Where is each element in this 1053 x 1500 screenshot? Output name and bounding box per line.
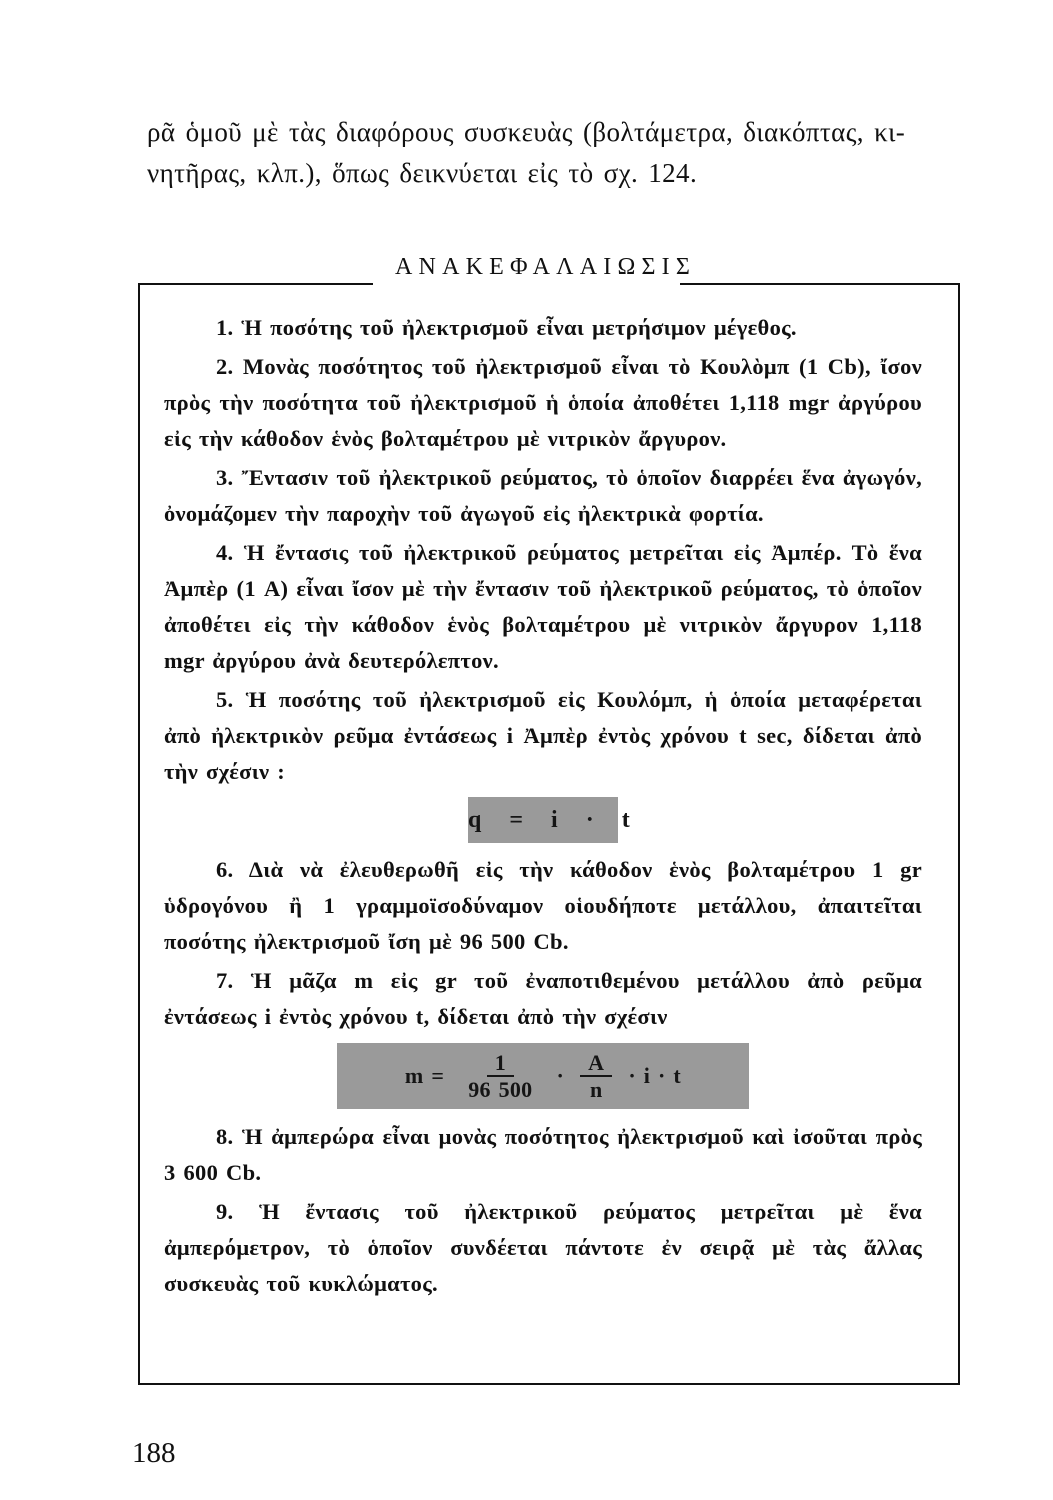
formula-mass-fraction-1 <box>460 1050 540 1102</box>
intro-paragraph <box>147 112 957 194</box>
summary-items <box>164 310 922 1305</box>
summary-item-5: 5. Ἡ ποσότης τοῦ ἠλεκτρισμοῦ εἰς Κουλόμπ, ἡ ὁποία μεταφέρεται ἀπὸ ἠλεκτρικὸν ρεῦμα ἐντάσεως i Ἀμπὲρ ἐντὸς χρόνου t sec, δίδεται ἀπὸ τὴν σχέσιν : <box>164 687 922 784</box>
box-top-border-left <box>140 283 373 285</box>
summary-item-8: 8. Ἡ ἀμπερώρα εἶναι μονὰς ποσότητος ἠλεκτρισμοῦ καὶ ἰσοῦται πρὸς 3 600 Cb. <box>164 1124 922 1185</box>
fraction-1-numerator: 1 <box>487 1050 514 1077</box>
summary-item-4: 4. Ἡ ἔντασις τοῦ ἠλεκτρικοῦ ρεύματος μετρεῖται εἰς Ἀμπέρ. Τὸ ἕνα Ἀμπὲρ (1 A) εἶναι ἴσον μὲ τὴν ἔντασιν τοῦ ἠλεκτρικοῦ ρεύματος, τὸ ὁποῖον ἀποθέτει εἰς τὴν κάθοδον ἑνὸς βολταμέτρου μὲ νιτρικὸν ἄργυρον 1,118 mgr ἀργύρου ἀνὰ δευτερόλεπτον. <box>164 540 922 673</box>
summary-title: ΑΝΑΚΕΦΑΛΑΙΩΣΙΣ <box>395 254 697 280</box>
intro-line-1: ρᾶ ὁμοῦ μὲ τὰς διαφόρους συσκευὰς (βολτάμετρα, διακόπτας, κι- <box>147 117 906 147</box>
fraction-1-denominator: 96 500 <box>468 1077 533 1102</box>
summary-item-6: 6. Διὰ νὰ ἐλευθερωθῆ εἰς τὴν κάθοδον ἑνὸς βολταμέτρου 1 gr ὑδρογόνου ἢ 1 γραμμοϊσοδύναμον οἱουδήποτε μετάλλου, ἀπαιτεῖται ποσότης ἠλεκτρισμοῦ ἴση μὲ 96 500 Cb. <box>164 857 922 954</box>
summary-item-9: 9. Ἡ ἔντασις τοῦ ἠλεκτρικοῦ ρεύματος μετρεῖται μὲ ἕνα ἀμπερόμετρον, τὸ ὁποῖον συνδέεται πάντοτε ἐν σειρᾷ μὲ τὰς ἄλλας συσκευὰς τοῦ κυκλώματος. <box>164 1199 922 1296</box>
formula-mass-fraction-2 <box>580 1050 612 1102</box>
page-number: 188 <box>132 1437 176 1469</box>
formula-mass-rest: · i · t <box>628 1063 682 1088</box>
box-top-border-right <box>680 283 958 285</box>
summary-item-1: 1. Ἡ ποσότης τοῦ ἠλεκτρισμοῦ εἶναι μετρήσιμον μέγεθος. <box>216 315 797 340</box>
summary-box <box>138 283 960 1385</box>
fraction-2-numerator: A <box>580 1050 612 1077</box>
formula-charge: q = i · t <box>468 797 618 843</box>
formula-mass-lhs: m = <box>404 1063 445 1088</box>
fraction-2-denominator: n <box>589 1077 603 1102</box>
summary-item-2: 2. Μονὰς ποσότητος τοῦ ἠλεκτρισμοῦ εἶναι τὸ Κουλὸμπ (1 Cb), ἴσον πρὸς τὴν ποσότητα τοῦ ἠλεκτρισμοῦ ἡ ὁποία ἀποθέτει 1,118 mgr ἀργύρου εἰς τὴν κάθοδον ἑνὸς βολταμέτρου μὲ νιτρικὸν ἄργυρον. <box>164 354 922 451</box>
formula-mass-dot: · <box>556 1063 565 1088</box>
summary-item-7: 7. Ἡ μᾶζα m εἰς gr τοῦ ἐναποτιθεμένου μετάλλου ἀπὸ ρεῦμα ἐντάσεως i ἐντὸς χρόνου t, δίδεται ἀπὸ τὴν σχέσιν <box>164 968 922 1029</box>
formula-mass <box>337 1043 749 1109</box>
summary-item-3: 3. Ἔντασιν τοῦ ἠλεκτρικοῦ ρεύματος, τὸ ὁποῖον διαρρέει ἕνα ἀγωγόν, ὀνομάζομεν τὴν παροχὴν τοῦ ἀγωγοῦ εἰς ἠλεκτρικὰ φορτία. <box>164 465 922 526</box>
intro-line-2: νητῆρας, κλπ.), ὅπως δεικνύεται εἰς τὸ σχ. 124. <box>147 158 698 188</box>
